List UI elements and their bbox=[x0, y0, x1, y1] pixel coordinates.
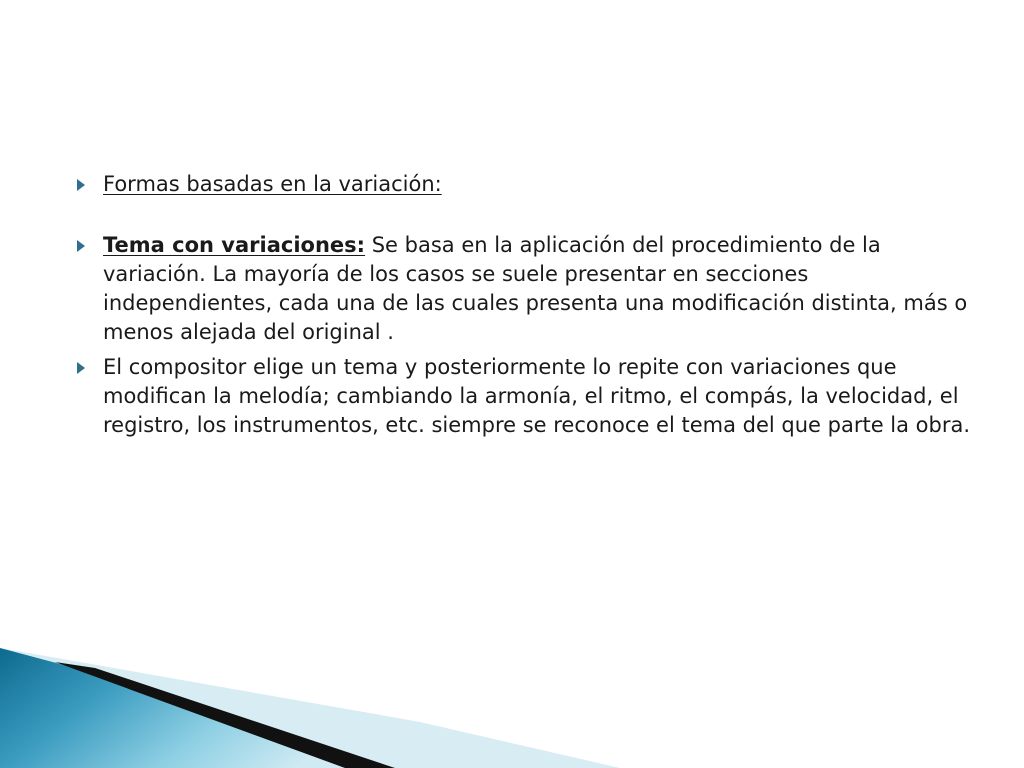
triangle-right-icon bbox=[76, 240, 86, 252]
bullet-text: Se basa en la aplicación del procedimiento de la variación. La mayoría de los casos se suele presentar en secciones independientes, cada una de las cuales presenta una modificación distinta, más o menos alejada del original . bbox=[103, 233, 968, 344]
bullet-item bbox=[76, 353, 976, 440]
triangle-right-icon bbox=[76, 179, 86, 191]
slide-body bbox=[76, 170, 976, 440]
triangle-right-icon bbox=[76, 362, 86, 374]
bullet-heading: Formas basadas en la variación: bbox=[103, 172, 442, 196]
bullet-text: El compositor elige un tema y posteriormente lo repite con variaciones que modifican la melodía; cambiando la armonía, el ritmo, el compás, la velocidad, el registro, los instrumentos, etc. siempre se reconoce el tema del que parte la obra. bbox=[103, 355, 971, 437]
bullet-item bbox=[76, 170, 976, 199]
bullet-item bbox=[76, 231, 976, 347]
bullet-term: Tema con variaciones: bbox=[103, 233, 366, 257]
